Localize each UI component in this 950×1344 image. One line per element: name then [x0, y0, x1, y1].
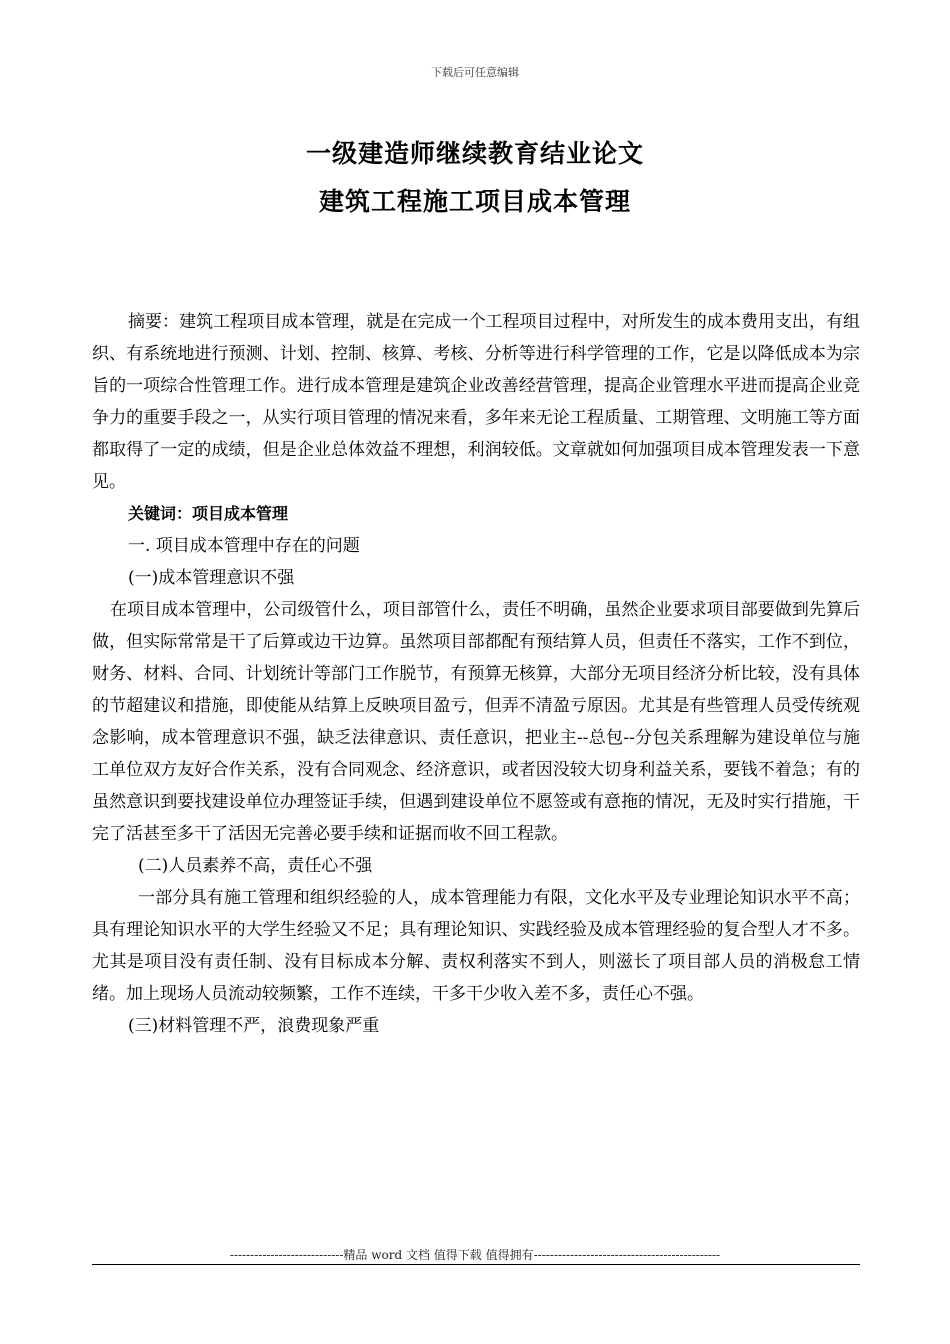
abstract-paragraph: 摘要：建筑工程项目成本管理，就是在完成一个工程项目过程中，对所发生的成本费用支出，有组织、有系统地进行预测、计划、控制、核算、考核、分析等进行科学管理的工作，它是以降低成本为宗旨的一项综合性管理工作。进行成本管理是建筑企业改善经营管理，提高企业管理水平进而提高企业竞争力的重要手段之一，从实行项目管理的情况来看，多年来无论工程质量、工期管理、文明施工等方面都取得了一定的成绩，但是企业总体效益不理想，利润较低。文章就如何加强项目成本管理发表一下意见。 — [92, 312, 860, 492]
title-line-2: 建筑工程施工项目成本管理 — [318, 187, 631, 216]
title-line-1: 一级建造师继续教育结业论文 — [305, 139, 644, 168]
keywords-line: 关键词：项目成本管理 — [128, 504, 289, 523]
subsection-2-heading: (二)人员素养不高，责任心不强 — [138, 856, 373, 876]
section-1-heading: 一. 项目成本管理中存在的问题 — [128, 536, 360, 556]
subsection-2-paragraph: 一部分具有施工管理和组织经验的人，成本管理能力有限，文化水平及专业理论知识水平不高；具有理论知识水平的大学生经验又不足；具有理论知识、实践经验及成本管理经验的复合型人才不多。尤其是项目没有责任制、没有目标成本分解、责权利落实不到人，则滋长了项目部人员的消极怠工情绪。加上现场人员流动较频繁，工作不连续，干多干少收入差不多，责任心不强。 — [92, 888, 860, 1004]
subsection-1-paragraph: 在项目成本管理中，公司级管什么，项目部管什么，责任不明确，虽然企业要求项目部要做到先算后做，但实际常常是干了后算或边干边算。虽然项目部都配有预结算人员，但责任不落实，工作不到位，财务、材料、合同、计划统计等部门工作脱节，有预算无核算，大部分无项目经济分析比较，没有具体的节超建议和措施，即使能从结算上反映项目盈亏，但弄不清盈亏原因。尤其是有些管理人员受传统观念影响，成本管理意识不强，缺乏法律意识、责任意识，把业主--总包--分包关系理解为建设单位与施工单位双方友好合作关系，没有合同观念、经济意识，或者因没较大切身利益关系，要钱不着急；有的虽然意识到要找建设单位办理签证手续，但遇到建设单位不愿签或有意拖的情况，无及时实行措施，干完了活甚至多干了活因无完善必要手续和证据而收不回工程款。 — [92, 600, 860, 844]
subsection-3-heading: (三)材料管理不严，浪费现象严重 — [128, 1016, 380, 1036]
footer-rule — [92, 1264, 860, 1265]
document-body — [92, 306, 860, 1042]
footer-text: ----------------------------精品 word 文档 值得下载 值得拥有---------------------------------------------- — [229, 1248, 721, 1262]
header-note: 下载后可任意编辑 — [431, 66, 519, 79]
subsection-1-heading: (一)成本管理意识不强 — [128, 568, 295, 588]
